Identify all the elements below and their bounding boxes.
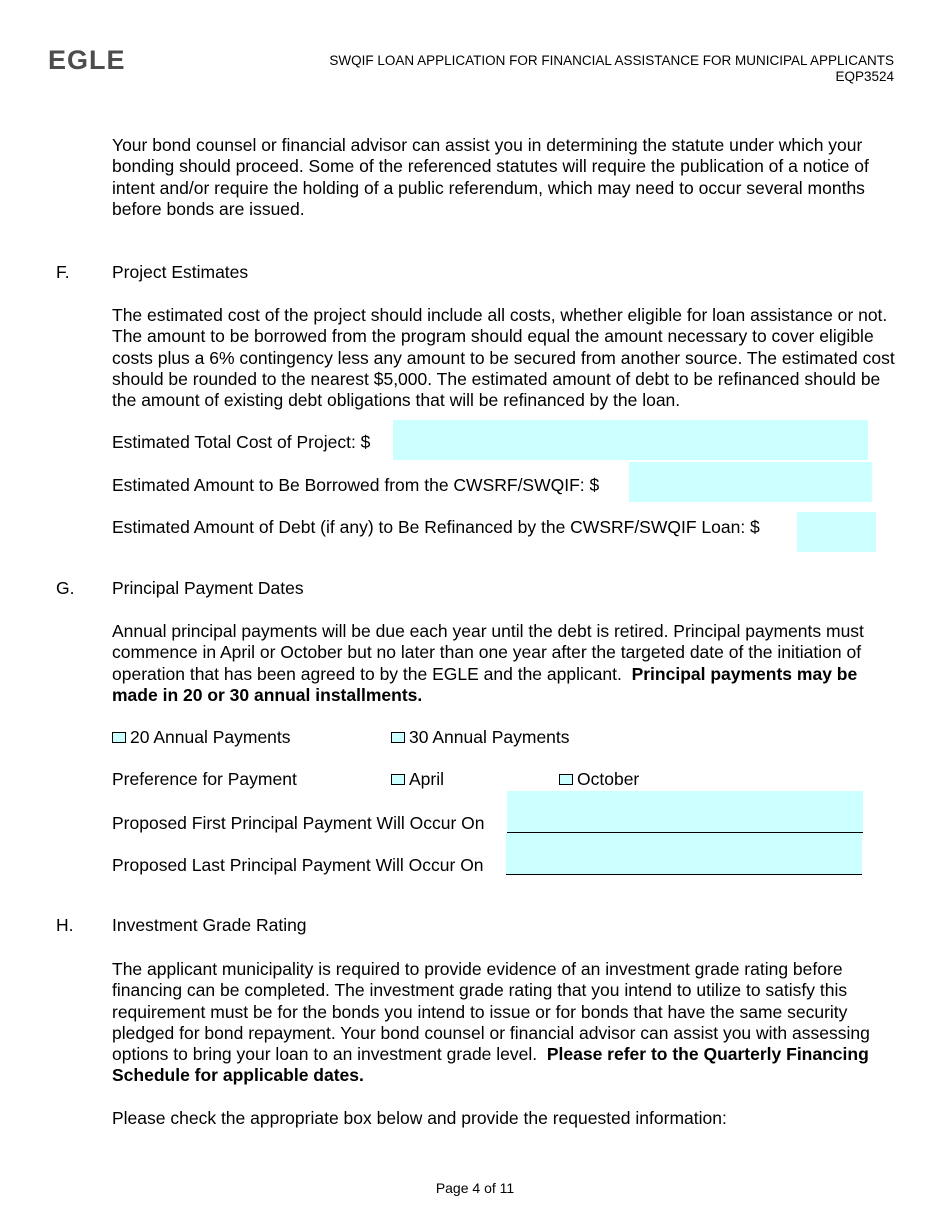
section-h-title: Investment Grade Rating	[112, 915, 307, 935]
option-october[interactable]	[559, 769, 639, 790]
document-header	[329, 53, 894, 85]
first-payment-label: Proposed First Principal Payment Will Occur On	[112, 813, 485, 833]
section-g-letter: G.	[56, 578, 75, 598]
intro-paragraph: Your bond counsel or financial advisor can assist you in determining the statute under which your bonding should proceed. Some of the referenced statutes will require the publication of a notice of intent and/or require the holding of a public referendum, which may need to occur several months before bonds are issued.	[112, 135, 869, 219]
page-number: Page 4 of 11	[435, 1180, 515, 1196]
refinanced-amount-field[interactable]	[797, 512, 876, 552]
egle-logo	[48, 46, 128, 72]
section-f-paragraph: The estimated cost of the project should include all costs, whether eligible for loan assistance or not. The amount to be borrowed from the program should equal the amount necessary to cover eligible costs plus a 6% contingency less any amount to be secured from another source. The estimated cost should be rounded to the nearest $5,000. The estimated amount of debt to be refinanced should be the amount of existing debt obligations that will be refinanced by the loan.	[112, 305, 895, 411]
borrowed-label: Estimated Amount to Be Borrowed from the CWSRF/SWQIF: $	[112, 475, 600, 495]
preference-label: Preference for Payment	[112, 769, 297, 789]
first-payment-field[interactable]	[507, 791, 863, 833]
checkbox-30-annual[interactable]	[391, 732, 405, 743]
option-april-label: April	[409, 769, 445, 789]
section-h-instruction: Please check the appropriate box below and provide the requested information:	[112, 1108, 727, 1128]
section-f-title: Project Estimates	[112, 262, 249, 282]
last-payment-field[interactable]	[506, 833, 862, 875]
option-20-annual[interactable]	[112, 727, 291, 748]
checkbox-april[interactable]	[391, 774, 405, 785]
option-april[interactable]	[391, 769, 444, 790]
section-h-letter: H.	[56, 915, 74, 935]
checkbox-october[interactable]	[559, 774, 573, 785]
refinanced-label: Estimated Amount of Debt (if any) to Be Refinanced by the CWSRF/SWQIF Loan: $	[112, 517, 760, 537]
option-october-label: October	[577, 769, 640, 789]
section-f-letter: F.	[56, 262, 70, 282]
checkbox-20-annual[interactable]	[112, 732, 126, 743]
section-h-paragraph-text: The applicant municipality is required to provide evidence of an investment grade rating before financing can be completed. The investment grade rating that you intend to utilize to satisfy this requirement must be for the bonds you intend to issue or for bonds that have the same security pledged for bond repayment. Your bond counsel or financial advisor can assist you with assessing options to bring your loan to an investment grade level.	[112, 959, 870, 1065]
option-30-annual[interactable]	[391, 727, 570, 748]
form-number: EQP3524	[835, 69, 894, 84]
total-cost-field[interactable]	[393, 420, 868, 460]
section-g-paragraph-bold: Principal payments may be made in 20 or 30 annual installments.	[112, 663, 858, 705]
section-g-paragraph-text: Annual principal payments will be due each year until the debt is retired. Principal payments must commence in April or October but no later than one year after the targeted date of the initiation of operation that has been agreed to by the EGLE and the applicant.	[112, 621, 864, 684]
option-20-label: 20 Annual Payments	[130, 727, 291, 747]
option-30-label: 30 Annual Payments	[409, 727, 570, 747]
section-g-paragraph	[112, 621, 902, 706]
section-h-paragraph-bold: Please refer to the Quarterly Financing Schedule for applicable dates.	[112, 1044, 869, 1086]
last-payment-label: Proposed Last Principal Payment Will Occur On	[112, 855, 484, 875]
egle-logo-text: EGLE	[48, 46, 126, 72]
section-g-title: Principal Payment Dates	[112, 578, 304, 598]
section-h-paragraph	[112, 959, 902, 1087]
borrowed-amount-field[interactable]	[629, 462, 872, 502]
total-cost-label: Estimated Total Cost of Project: $	[112, 432, 371, 452]
document-title: SWQIF LOAN APPLICATION FOR FINANCIAL ASSISTANCE FOR MUNICIPAL APPLICANTS	[329, 53, 894, 68]
